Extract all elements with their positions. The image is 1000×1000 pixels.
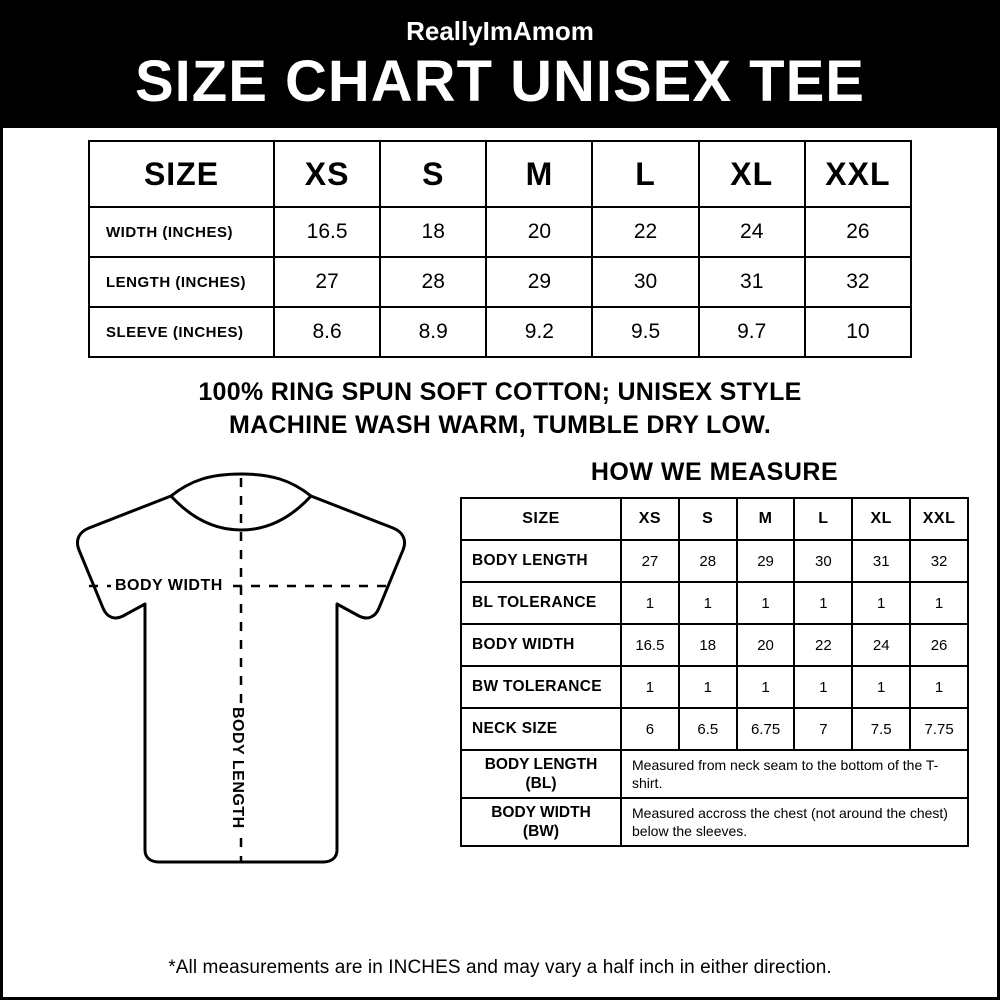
brand-name: ReallyImAmom	[406, 16, 594, 46]
main-header-m: M	[486, 141, 592, 207]
measure-header-xxl: XXL	[910, 498, 968, 540]
measure-body-width-s: 18	[679, 624, 737, 666]
main-length-l: 30	[592, 257, 698, 307]
measure-header-size: SIZE	[461, 498, 621, 540]
definition-row	[461, 798, 968, 846]
measure-bw-tolerance-l: 1	[794, 666, 852, 708]
footnote: *All measurements are in INCHES and may vary a half inch in either direction.	[168, 957, 832, 978]
measure-bl-tolerance-m: 1	[737, 582, 795, 624]
main-row-label-width: WIDTH (INCHES)	[89, 207, 274, 257]
measure-row-label-body-length: BODY LENGTH	[461, 540, 621, 582]
measure-neck-size-xs: 6	[621, 708, 679, 750]
how-we-measure-table	[460, 497, 969, 847]
measure-header-xs: XS	[621, 498, 679, 540]
main-size-table-wrap	[3, 128, 997, 358]
measure-bl-tolerance-s: 1	[679, 582, 737, 624]
definition-text-bl: Measured from neck seam to the bottom of the T-shirt.	[621, 750, 968, 798]
definition-row	[461, 750, 968, 798]
main-sleeve-m: 9.2	[486, 307, 592, 357]
main-width-xs: 16.5	[274, 207, 380, 257]
table-row	[89, 307, 911, 357]
main-header-xs: XS	[274, 141, 380, 207]
definition-text-bw: Measured accross the chest (not around the chest) below the sleeves.	[621, 798, 968, 846]
measure-bl-tolerance-xl: 1	[852, 582, 910, 624]
measure-header-s: S	[679, 498, 737, 540]
body-width-label: BODY WIDTH	[111, 576, 227, 596]
measure-bw-tolerance-xxl: 1	[910, 666, 968, 708]
main-sleeve-xxl: 10	[805, 307, 911, 357]
main-length-s: 28	[380, 257, 486, 307]
measure-body-width-m: 20	[737, 624, 795, 666]
how-we-measure-column	[456, 458, 969, 847]
how-we-measure-title: HOW WE MEASURE	[590, 458, 839, 487]
measure-body-width-xl: 24	[852, 624, 910, 666]
measure-neck-size-m: 6.75	[737, 708, 795, 750]
main-width-l: 22	[592, 207, 698, 257]
measure-header-l: L	[794, 498, 852, 540]
table-row	[461, 624, 968, 666]
measure-body-length-xl: 31	[852, 540, 910, 582]
measure-body-length-l: 30	[794, 540, 852, 582]
table-row	[461, 582, 968, 624]
measure-neck-size-l: 7	[794, 708, 852, 750]
measure-neck-size-xl: 7.5	[852, 708, 910, 750]
main-sleeve-s: 8.9	[380, 307, 486, 357]
lower-section	[3, 442, 997, 878]
main-length-m: 29	[486, 257, 592, 307]
main-header-l: L	[592, 141, 698, 207]
measure-header-m: M	[737, 498, 795, 540]
measure-row-label-bw-tolerance: BW TOLERANCE	[461, 666, 621, 708]
measure-neck-size-xxl: 7.75	[910, 708, 968, 750]
main-header-size: SIZE	[89, 141, 274, 207]
measure-bl-tolerance-l: 1	[794, 582, 852, 624]
main-size-table	[88, 140, 912, 358]
table-header-row	[89, 141, 911, 207]
main-header-xxl: XXL	[805, 141, 911, 207]
measure-body-length-xxl: 32	[910, 540, 968, 582]
measure-body-length-s: 28	[679, 540, 737, 582]
table-header-row	[461, 498, 968, 540]
measure-row-label-bl-tolerance: BL TOLERANCE	[461, 582, 621, 624]
measure-body-width-l: 22	[794, 624, 852, 666]
care-line-1: 100% RING SPUN SOFT COTTON; UNISEX STYLE	[198, 378, 802, 407]
definition-term-bw: BODY WIDTH (BW)	[461, 798, 621, 846]
care-instructions	[3, 358, 997, 442]
measure-body-length-xs: 27	[621, 540, 679, 582]
measure-bw-tolerance-m: 1	[737, 666, 795, 708]
body-length-label: BODY LENGTH	[227, 703, 247, 833]
main-width-xxl: 26	[805, 207, 911, 257]
main-header-s: S	[380, 141, 486, 207]
definition-term-bl: BODY LENGTH (BL)	[461, 750, 621, 798]
care-line-2: MACHINE WASH WARM, TUMBLE DRY LOW.	[228, 411, 772, 440]
measure-row-label-body-width: BODY WIDTH	[461, 624, 621, 666]
measure-body-width-xxl: 26	[910, 624, 968, 666]
main-sleeve-xl: 9.7	[699, 307, 805, 357]
table-row	[461, 708, 968, 750]
main-width-m: 20	[486, 207, 592, 257]
main-width-s: 18	[380, 207, 486, 257]
main-length-xxl: 32	[805, 257, 911, 307]
measure-body-length-m: 29	[737, 540, 795, 582]
table-row	[461, 666, 968, 708]
page-header	[3, 3, 997, 128]
measure-bw-tolerance-xl: 1	[852, 666, 910, 708]
main-sleeve-l: 9.5	[592, 307, 698, 357]
main-width-xl: 24	[699, 207, 805, 257]
table-row	[461, 540, 968, 582]
measure-bl-tolerance-xs: 1	[621, 582, 679, 624]
measure-bw-tolerance-s: 1	[679, 666, 737, 708]
table-row	[89, 207, 911, 257]
main-row-label-sleeve: SLEEVE (INCHES)	[89, 307, 274, 357]
shirt-diagram-column	[31, 458, 456, 878]
measure-row-label-neck-size: NECK SIZE	[461, 708, 621, 750]
main-header-xl: XL	[699, 141, 805, 207]
shirt-diagram	[41, 458, 441, 878]
measure-header-xl: XL	[852, 498, 910, 540]
measure-neck-size-s: 6.5	[679, 708, 737, 750]
main-length-xs: 27	[274, 257, 380, 307]
page-title: SIZE CHART UNISEX TEE	[135, 48, 865, 114]
measure-bw-tolerance-xs: 1	[621, 666, 679, 708]
measure-body-width-xs: 16.5	[621, 624, 679, 666]
main-row-label-length: LENGTH (INCHES)	[89, 257, 274, 307]
table-row	[89, 257, 911, 307]
main-length-xl: 31	[699, 257, 805, 307]
measure-bl-tolerance-xxl: 1	[910, 582, 968, 624]
main-sleeve-xs: 8.6	[274, 307, 380, 357]
